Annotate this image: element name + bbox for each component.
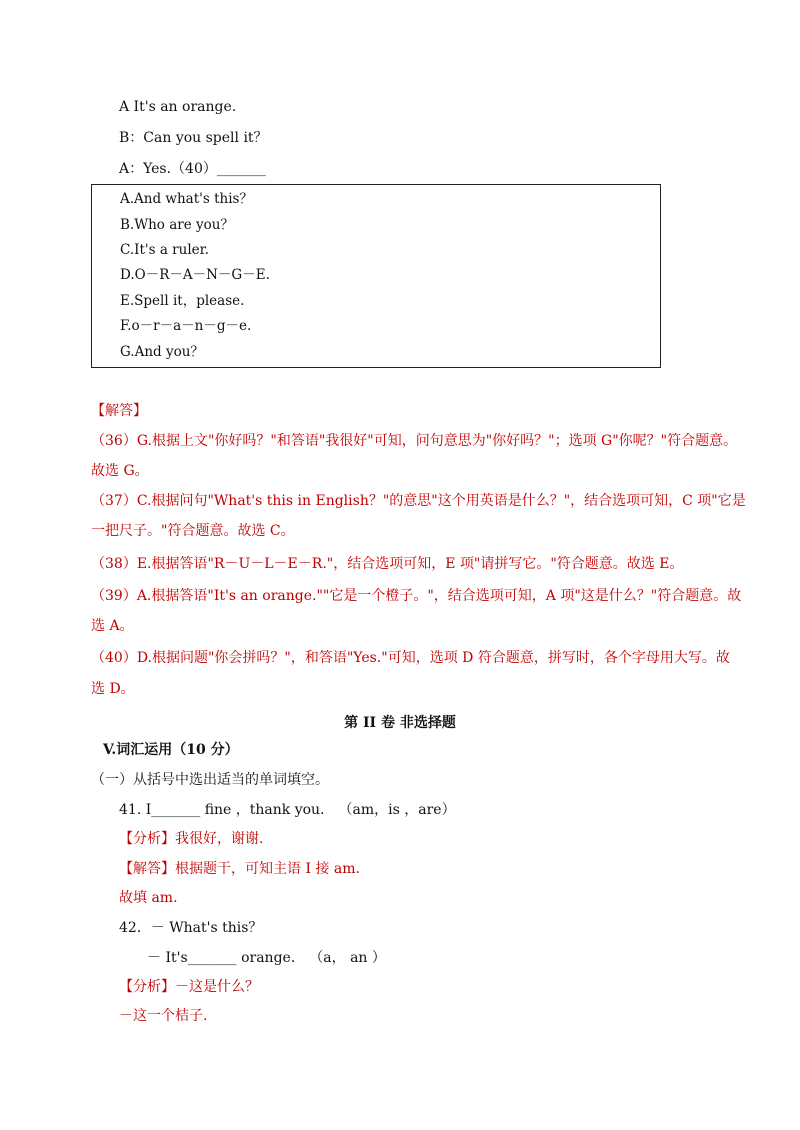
answer-heading: 【解答】 — [91, 403, 147, 419]
answer-line: 故选 G。 — [91, 463, 149, 479]
option-f: F.o－r－a－n－g－e. — [120, 318, 252, 334]
answer: 故填 am. — [119, 890, 178, 906]
solution: 【解答】根据题干，可知主语 I 接 am. — [119, 861, 360, 877]
analysis: 【分析】－这是什么？ — [119, 979, 259, 995]
part-title: V.词汇运用（10 分） — [103, 742, 239, 758]
option-d: D.O－R－A－N－G－E. — [120, 267, 270, 283]
option-b: B.Who are you？ — [120, 217, 234, 233]
part-subtitle: （一）从括号中选出适当的单词填空。 — [91, 772, 329, 788]
question-text: － It's_______ orange． （a， an ） — [147, 950, 386, 966]
option-c: C.It's a ruler. — [120, 242, 209, 258]
option-e: E.Spell it，please. — [120, 293, 245, 309]
option-g: G.And you？ — [120, 344, 204, 360]
dialogue-line: A：Yes.（40）_______ — [119, 161, 266, 177]
answer-line: （38）E.根据答语"R－U－L－E－R."，结合选项可知，E 项"请拼写它。"符合题意。故选 E。 — [91, 556, 684, 572]
section-title: 第 II 卷 非选择题 — [344, 715, 456, 731]
question-text: 42．－ What's this？ — [119, 920, 263, 936]
answer-line: 一把尺子。"符合题意。故选 C。 — [91, 523, 295, 539]
options-box — [91, 184, 661, 368]
answer-line: （40）D.根据问题"你会拼吗？"，和答语"Yes."可知，选项 D 符合题意，拼写时，各个字母用大写。故 — [91, 650, 730, 666]
dialogue-line: A It's an orange. — [119, 99, 237, 115]
option-a: A.And what's this？ — [120, 191, 253, 207]
answer-line: （36）G.根据上文"你好吗？"和答语"我很好"可知，问句意思为"你好吗？"；选项 G"你呢？"符合题意。 — [91, 433, 738, 449]
answer-line: 选 A。 — [91, 618, 134, 634]
answer-line: 选 D。 — [91, 681, 135, 697]
answer-line: （39）A.根据答语"It's an orange.""它是一个橙子。"，结合选项可知，A 项"这是什么？"符合题意。故 — [91, 588, 742, 604]
question-text: 41. I_______ fine ，thank you． （am，is ，are） — [119, 802, 456, 818]
answer-line: （37）C.根据问句"What's this in English？"的意思"这个用英语是什么？"，结合选项可知，C 项"它是 — [91, 493, 746, 509]
analysis: 【分析】我很好，谢谢. — [119, 831, 264, 847]
analysis: －这一个桔子. — [119, 1008, 208, 1024]
dialogue-line: B：Can you spell it？ — [119, 130, 268, 146]
